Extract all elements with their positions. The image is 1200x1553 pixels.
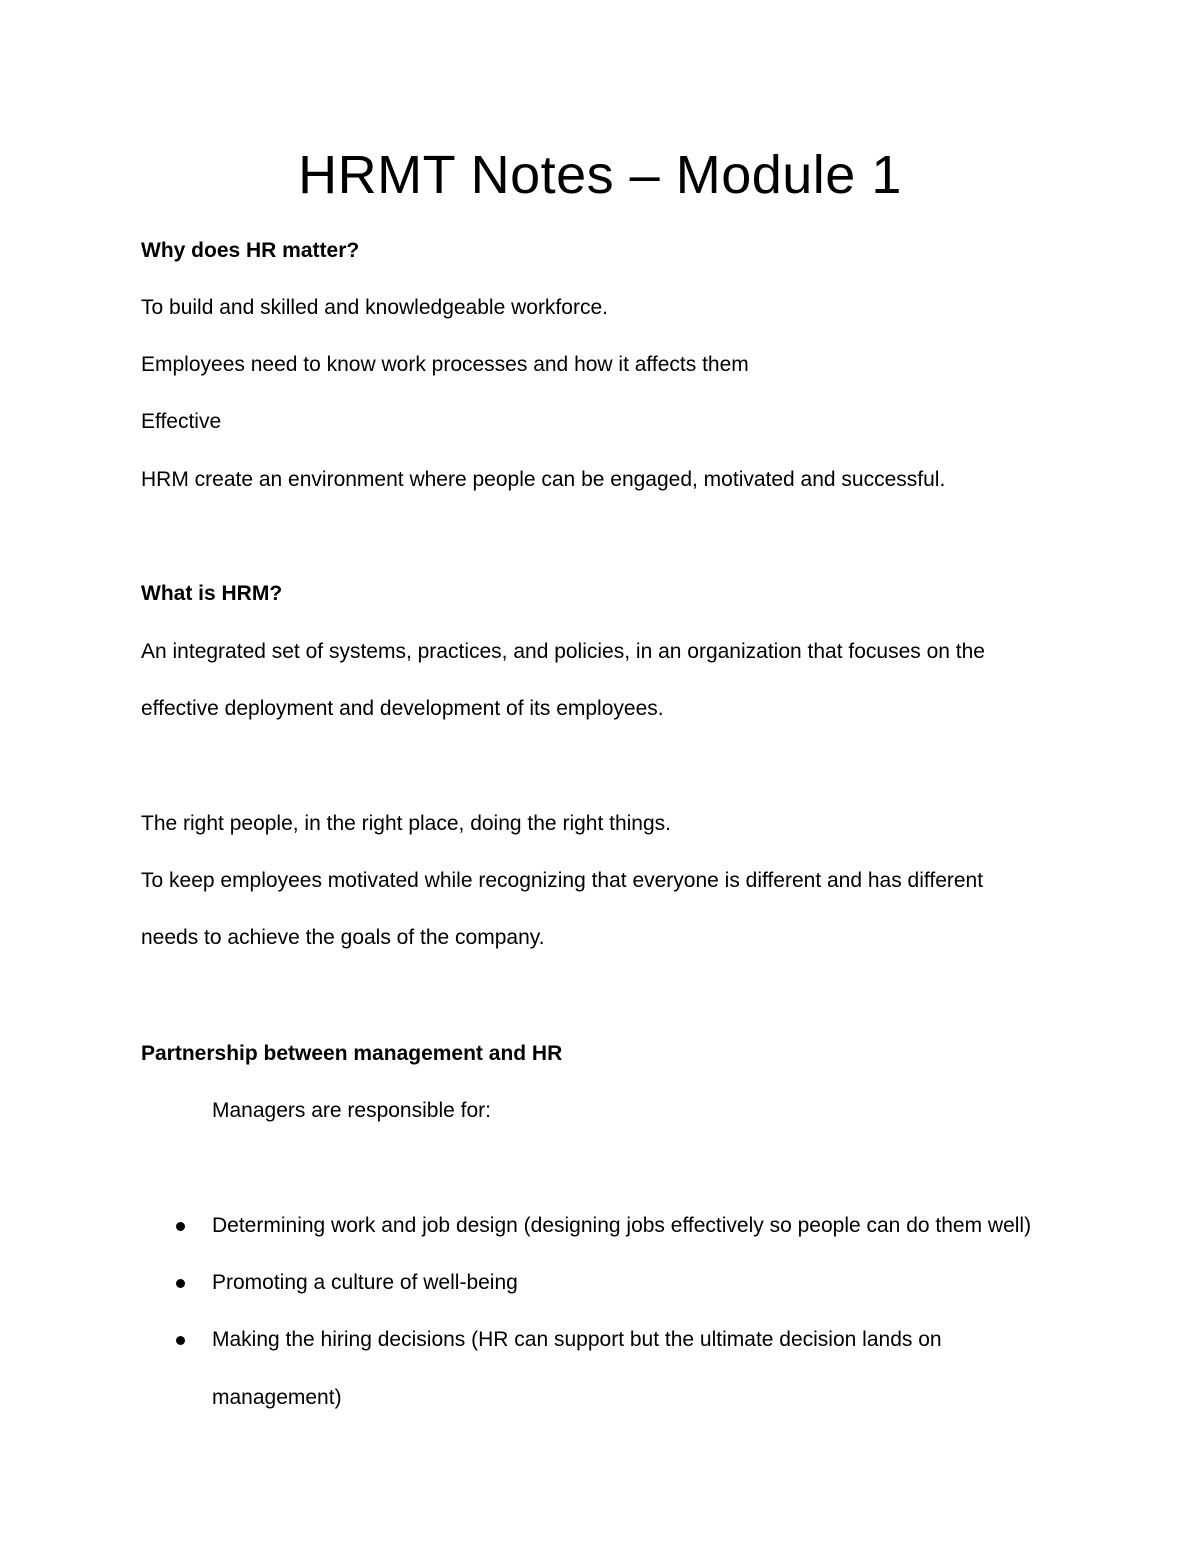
paragraph-line: needs to achieve the goals of the company. [141,926,545,949]
list-item-continuation: management) [212,1386,342,1409]
paragraph-line: Effective [141,410,222,433]
bullet-dot-icon [176,1279,185,1288]
list-item: Making the hiring decisions (HR can support but the ultimate decision lands on [212,1328,942,1351]
section-heading-why-hr: Why does HR matter? [141,239,360,262]
paragraph-line: HRM create an environment where people can be engaged, motivated and successful. [141,468,946,491]
paragraph-line: effective deployment and development of its employees. [141,697,664,720]
list-item: Determining work and job design (designing jobs effectively so people can do them well) [212,1214,1032,1237]
paragraph-line: Employees need to know work processes and how it affects them [141,353,749,376]
indented-intro: Managers are responsible for: [212,1099,491,1122]
section-heading-what-is-hrm: What is HRM? [141,582,283,605]
list-item: Promoting a culture of well-being [212,1271,518,1294]
paragraph-line: To keep employees motivated while recognizing that everyone is different and has different [141,869,984,892]
section-heading-partnership: Partnership between management and HR [141,1042,563,1065]
paragraph-line: To build and skilled and knowledgeable workforce. [141,296,608,319]
document-title: HRMT Notes – Module 1 [298,145,902,205]
bullet-dot-icon [176,1222,185,1231]
bullet-dot-icon [176,1336,185,1345]
paragraph-line: The right people, in the right place, doing the right things. [141,812,672,835]
paragraph-line: An integrated set of systems, practices, and policies, in an organization that focuses on the [141,640,985,663]
